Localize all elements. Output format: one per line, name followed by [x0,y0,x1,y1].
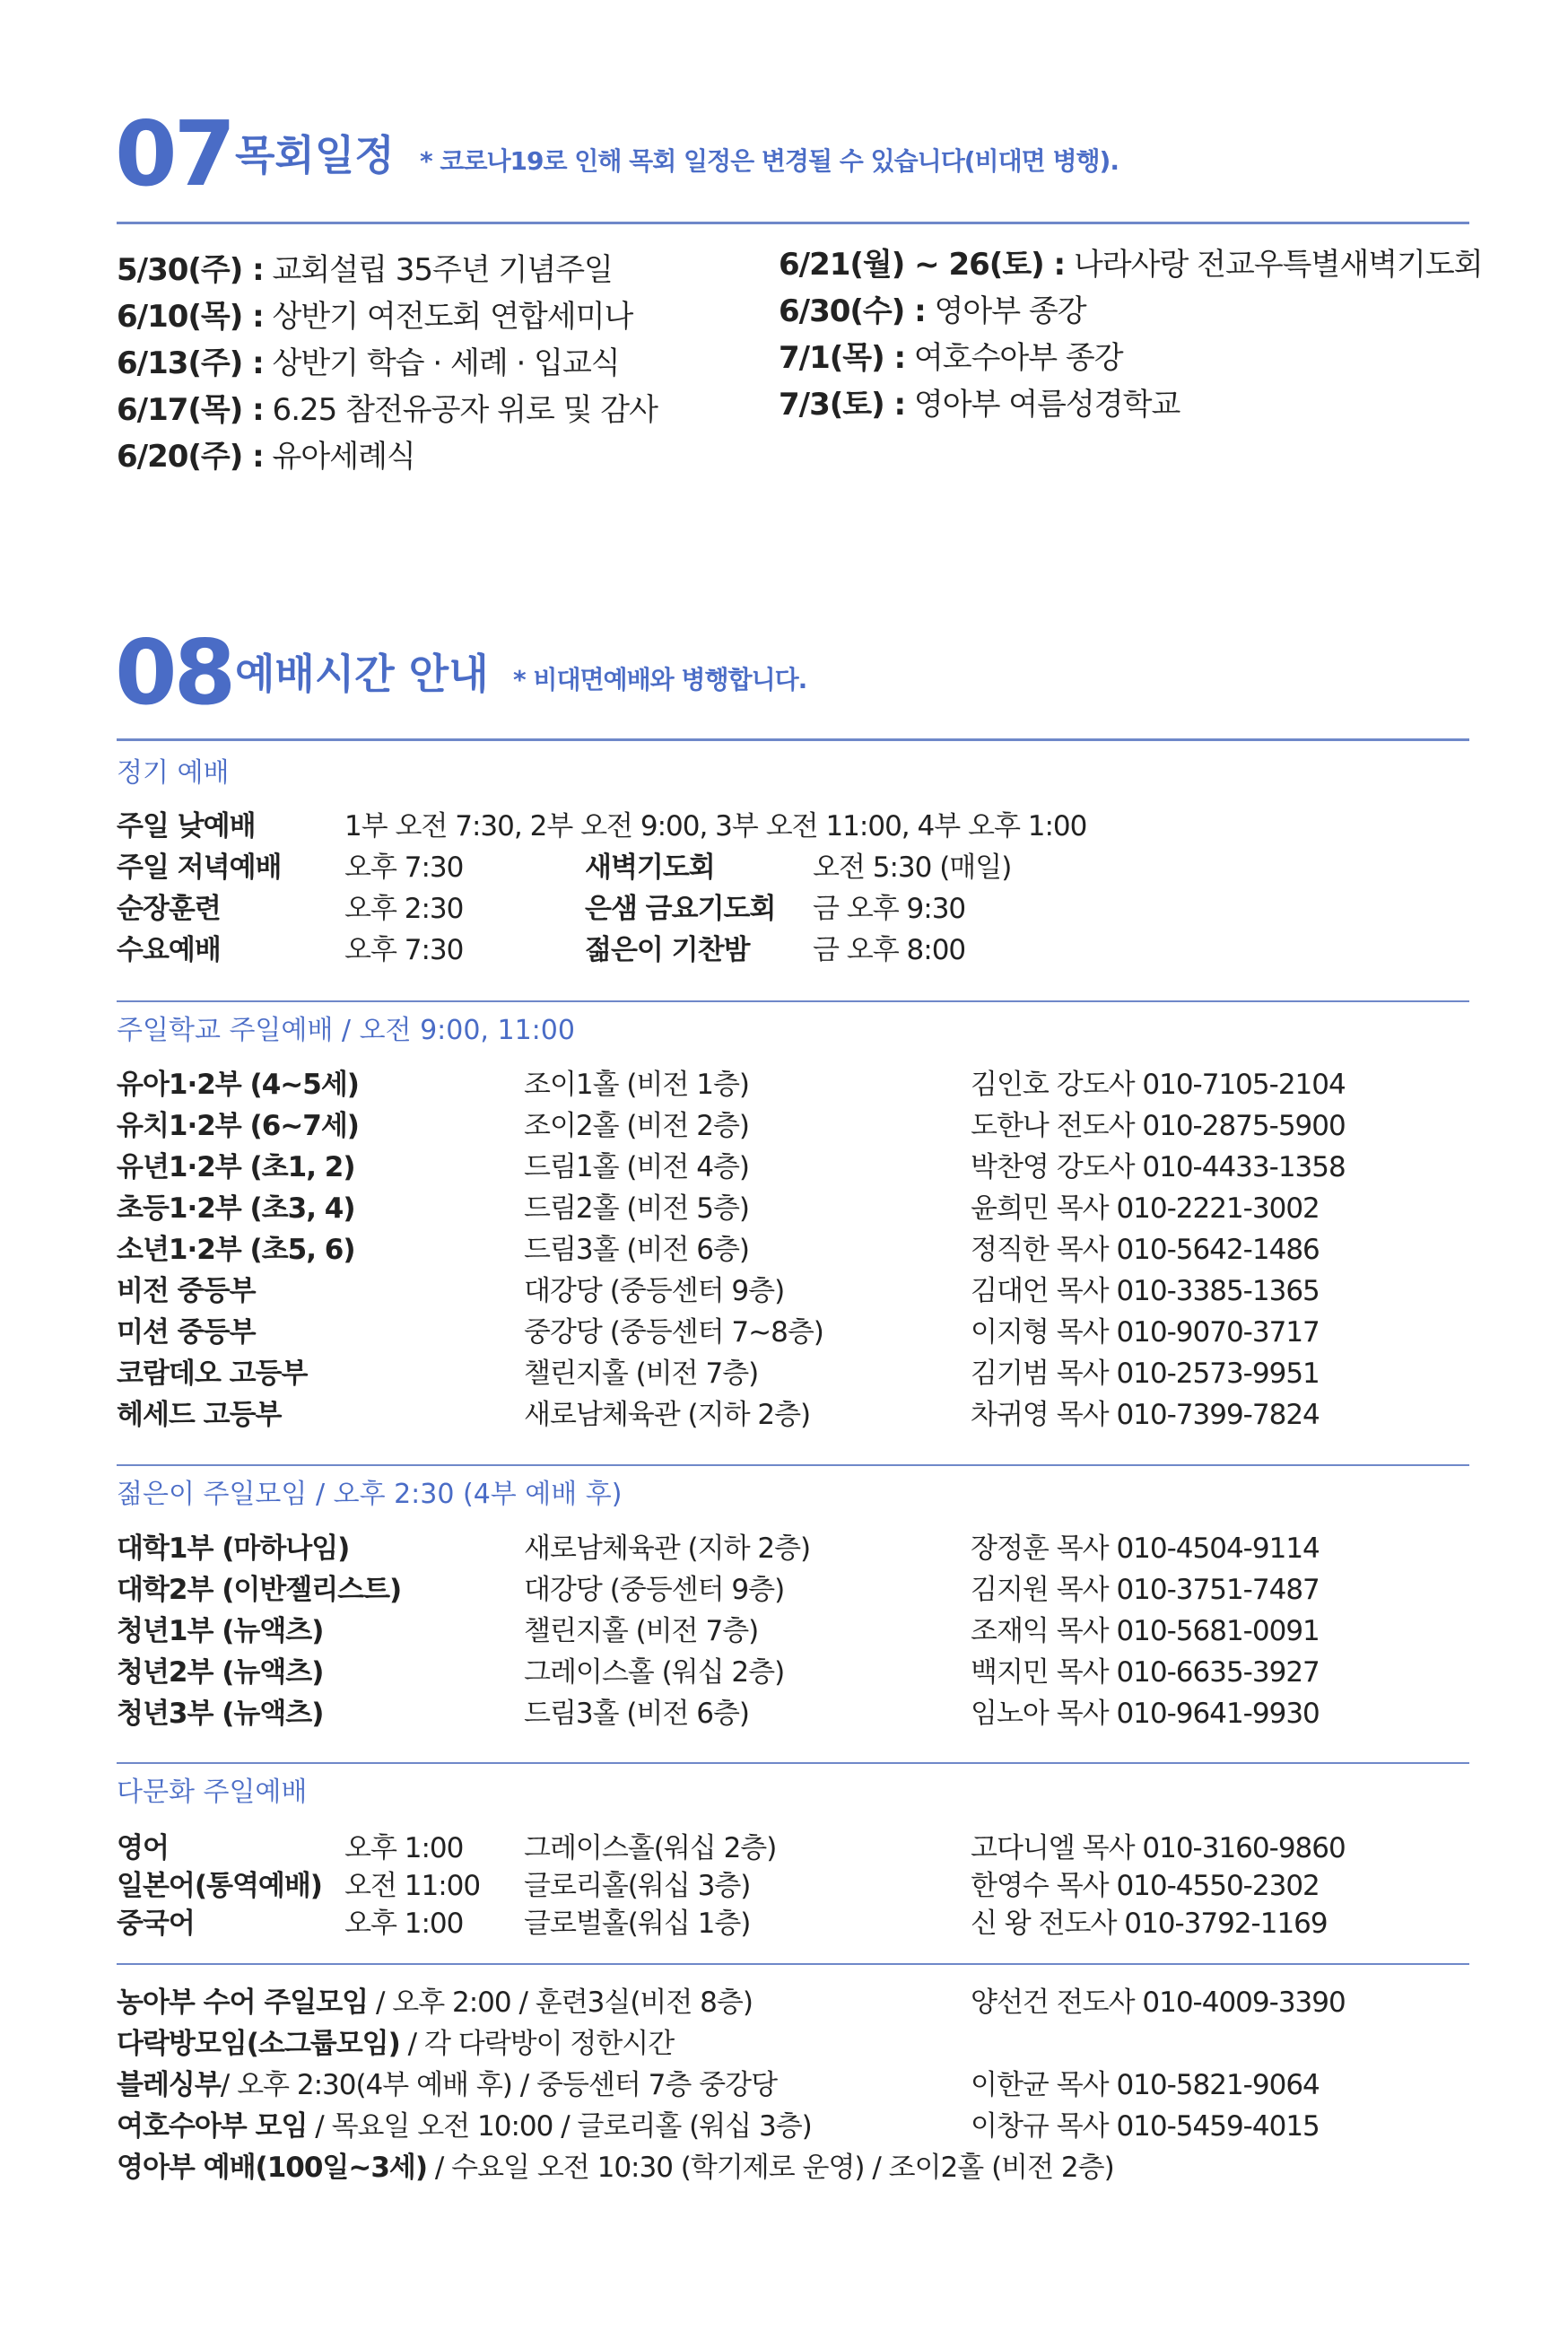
list-item: 영아부 예배(100일~3세) / 수요일 오전 10:30 (학기제로 운영) / 조이2홀 (비전 2층) [117,2152,1114,2184]
divider [117,1000,1469,1002]
schedule-item: 6/10(목) : 상반기 여전도회 연합세미나 [117,299,633,335]
list-item: 블레싱부/ 오후 2:30(4부 예배 후) / 중등센터 7층 중강당 이한균 목사 010-5821-9064 [117,2069,1320,2101]
table-row: 청년1부 (뉴액츠) 챌린지홀 (비전 7층) 조재익 목사 010-5681-0091 [117,1615,1320,1647]
table-row: 유치1·2부 (6~7세) 조이2홀 (비전 2층) 도한나 전도사 010-2875-5900 [117,1110,1346,1142]
table-row: 유년1·2부 (초1, 2) 드림1홀 (비전 4층) 박찬영 강도사 010-4433-1358 [117,1151,1346,1183]
schedule-item: 6/20(주) : 유아세례식 [117,439,415,475]
table-row: 일본어(통역예배) 오전 11:00 글로리홀(워십 3층) 한영수 목사 010-4550-2302 [117,1870,1320,1902]
section-07-divider [117,222,1469,224]
regular-row-time: 1부 오전 7:30, 2부 오전 9:00, 3부 오전 11:00, 4부 오후 1:00 [344,810,1087,842]
section-08-divider [117,738,1469,741]
table-row: 소년1·2부 (초5, 6) 드림3홀 (비전 6층) 정직한 목사 010-5642-1486 [117,1234,1320,1266]
table-row: 청년3부 (뉴액츠) 드림3홀 (비전 6층) 임노아 목사 010-9641-9930 [117,1698,1320,1730]
regular-worship-heading: 정기 예배 [117,757,230,789]
schedule-item: 7/1(목) : 여호수아부 종강 [779,340,1123,376]
schedule-item: 6/21(월) ~ 26(토) : 나라사랑 전교우특별새벽기도회 [779,247,1483,283]
regular-row-time: 금 오후 8:00 [813,934,966,966]
regular-row-name: 새벽기도회 [585,851,715,884]
multicultural-heading: 다문화 주일예배 [117,1777,308,1808]
table-row: 중국어 오후 1:00 글로벌홀(워십 1층) 신 왕 전도사 010-3792-1169 [117,1908,1328,1940]
schedule-item: 5/30(주) : 교회설립 35주년 기념주일 [117,252,613,288]
regular-row-name: 주일 낮예배 [117,810,256,842]
table-row: 초등1·2부 (초3, 4) 드림2홀 (비전 5층) 윤희민 목사 010-2221-3002 [117,1192,1320,1225]
table-row: 유아1·2부 (4~5세) 조이1홀 (비전 1층) 김인호 강도사 010-7105-2104 [117,1069,1346,1101]
regular-row-time: 오후 7:30 [344,851,464,884]
multicultural-table [117,1832,1469,1948]
regular-row-name: 순장훈련 [117,893,221,925]
regular-row-name: 주일 저녁예배 [117,851,282,884]
section-07-note: * 코로나19로 인해 목회 일정은 변경될 수 있습니다(비대면 병행). [420,146,1119,176]
regular-row-name: 은샘 금요기도회 [585,893,776,925]
table-row: 미션 중등부 중강당 (중등센터 7~8층) 이지형 목사 010-9070-3717 [117,1316,1320,1349]
schedule-item: 6/13(주) : 상반기 학습 · 세례 · 입교식 [117,345,620,381]
divider [117,1464,1469,1466]
section-08-note: * 비대면예배와 병행합니다. [513,665,807,694]
table-row: 영어 오후 1:00 그레이스홀(워십 2층) 고다니엘 목사 010-3160-9860 [117,1832,1346,1864]
list-item: 다락방모임(소그룹모임) / 각 다락방이 정한시간 [117,2028,675,2060]
schedule-item: 6/30(수) : 영아부 종강 [779,293,1086,329]
regular-row-name: 젊은이 기찬밤 [585,934,750,966]
table-row: 헤세드 고등부 새로남체육관 (지하 2층) 차귀영 목사 010-7399-7824 [117,1399,1320,1431]
schedule-right-list [779,249,1483,436]
schedule-item: 6/17(목) : 6.25 참전유공자 위로 및 감사 [117,392,658,428]
regular-row-time: 오후 7:30 [344,934,464,966]
section-08-number: 08 [115,620,233,725]
section-07-title: 목회일정 [235,131,395,179]
list-item: 농아부 수어 주일모임 / 오후 2:00 / 훈련3실(비전 8층) 양선건 전도사 010-4009-3390 [117,1986,1346,2019]
schedule-left-list [117,252,658,488]
sunday-school-table [117,1071,1469,1443]
youth-table [117,1532,1469,1742]
table-row: 대학1부 (마하나임) 새로남체육관 (지하 2층) 장정훈 목사 010-4504-9114 [117,1532,1320,1565]
regular-row-name: 수요예배 [117,934,221,966]
section-08-title: 예배시간 안내 [235,650,489,698]
regular-row-time: 오후 2:30 [344,893,464,925]
youth-heading: 젊은이 주일모임 / 오후 2:30 (4부 예배 후) [117,1479,623,1510]
table-row: 대학2부 (이반젤리스트) 대강당 (중등센터 9층) 김지원 목사 010-3751-7487 [117,1574,1320,1606]
list-item: 여호수아부 모임 / 목요일 오전 10:00 / 글로리홀 (워십 3층) 이창규 목사 010-5459-4015 [117,2110,1320,2143]
divider [117,1762,1469,1764]
section-07-number: 07 [115,101,233,206]
table-row: 비전 중등부 대강당 (중등센터 9층) 김대언 목사 010-3385-1365 [117,1275,1320,1307]
table-row: 코람데오 고등부 챌린지홀 (비전 7층) 김기범 목사 010-2573-9951 [117,1358,1320,1390]
table-row: 청년2부 (뉴액츠) 그레이스홀 (워십 2층) 백지민 목사 010-6635-3927 [117,1656,1320,1689]
schedule-item: 7/3(토) : 영아부 여름성경학교 [779,387,1180,423]
divider [117,1963,1469,1965]
sunday-school-heading: 주일학교 주일예배 / 오전 9:00, 11:00 [117,1015,575,1046]
regular-row-time: 오전 5:30 (매일) [813,851,1012,884]
other-gatherings-list [117,1986,1469,2196]
regular-row-time: 금 오후 9:30 [813,893,966,925]
